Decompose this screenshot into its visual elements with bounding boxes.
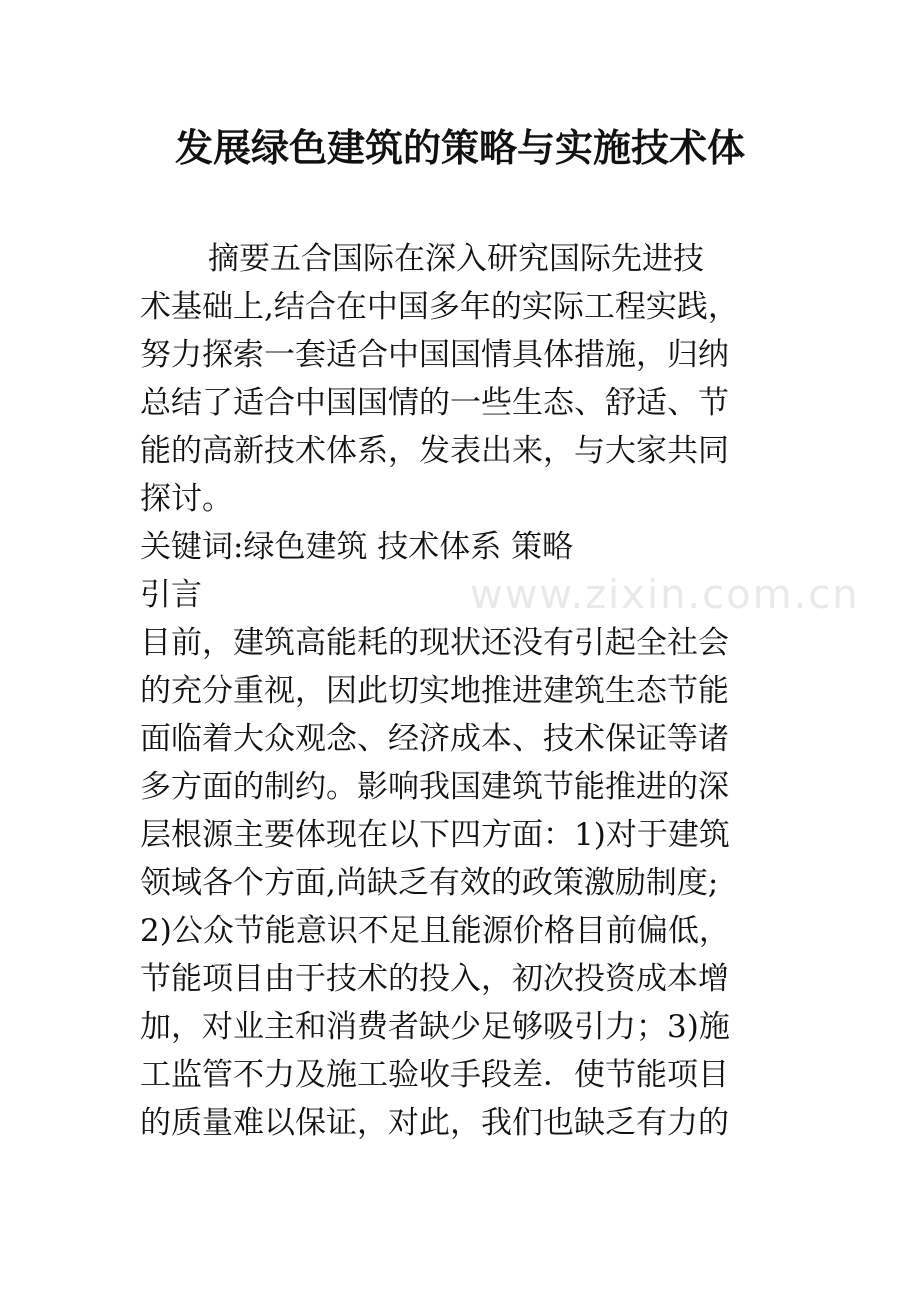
body-line: 目前，建筑高能耗的现状还没有引起全社会 xyxy=(140,625,729,661)
abstract-line: 探讨。 xyxy=(140,481,233,517)
body-line: 工监管不力及施工验收手段差．使节能项目 xyxy=(140,1057,729,1093)
abstract-line: 总结了适合中国国情的一些生态、舒适、节 xyxy=(140,385,729,421)
body-line: 面临着大众观念、经济成本、技术保证等诸 xyxy=(140,721,729,757)
body-line: 层根源主要体现在以下四方面：1)对于建筑 xyxy=(140,817,730,853)
body-line: 节能项目由于技术的投入，初次投资成本增 xyxy=(140,961,729,997)
body-line: 多方面的制约。影响我国建筑节能推进的深 xyxy=(140,769,729,805)
body-line: 领域各个方面,尚缺乏有效的政策激励制度; xyxy=(140,865,719,901)
abstract-line: 术基础上,结合在中国多年的实际工程实践， xyxy=(140,289,739,325)
body-line: 的质量难以保证，对此，我们也缺乏有力的 xyxy=(140,1105,729,1141)
watermark: www.zixin.com.cn xyxy=(470,572,860,618)
abstract-line: 努力探索一套适合中国国情具体措施，归纳 xyxy=(140,337,729,373)
document-title: 发展绿色建筑的策略与实施技术体 xyxy=(174,125,745,170)
body-line: 的充分重视，因此切实地推进建筑生态节能 xyxy=(140,673,729,709)
keywords-line: 关键词:绿色建筑 技术体系 策略 xyxy=(140,529,574,565)
body-line: 2)公众节能意识不足且能源价格目前偏低， xyxy=(140,913,730,949)
abstract-line: 能的高新技术体系，发表出来，与大家共同 xyxy=(140,433,729,469)
body-line: 加，对业主和消费者缺少足够吸引力；3)施 xyxy=(140,1009,730,1045)
abstract-line: 摘要五合国际在深入研究国际先进技 xyxy=(208,241,704,277)
section-heading-introduction: 引言 xyxy=(140,577,202,613)
